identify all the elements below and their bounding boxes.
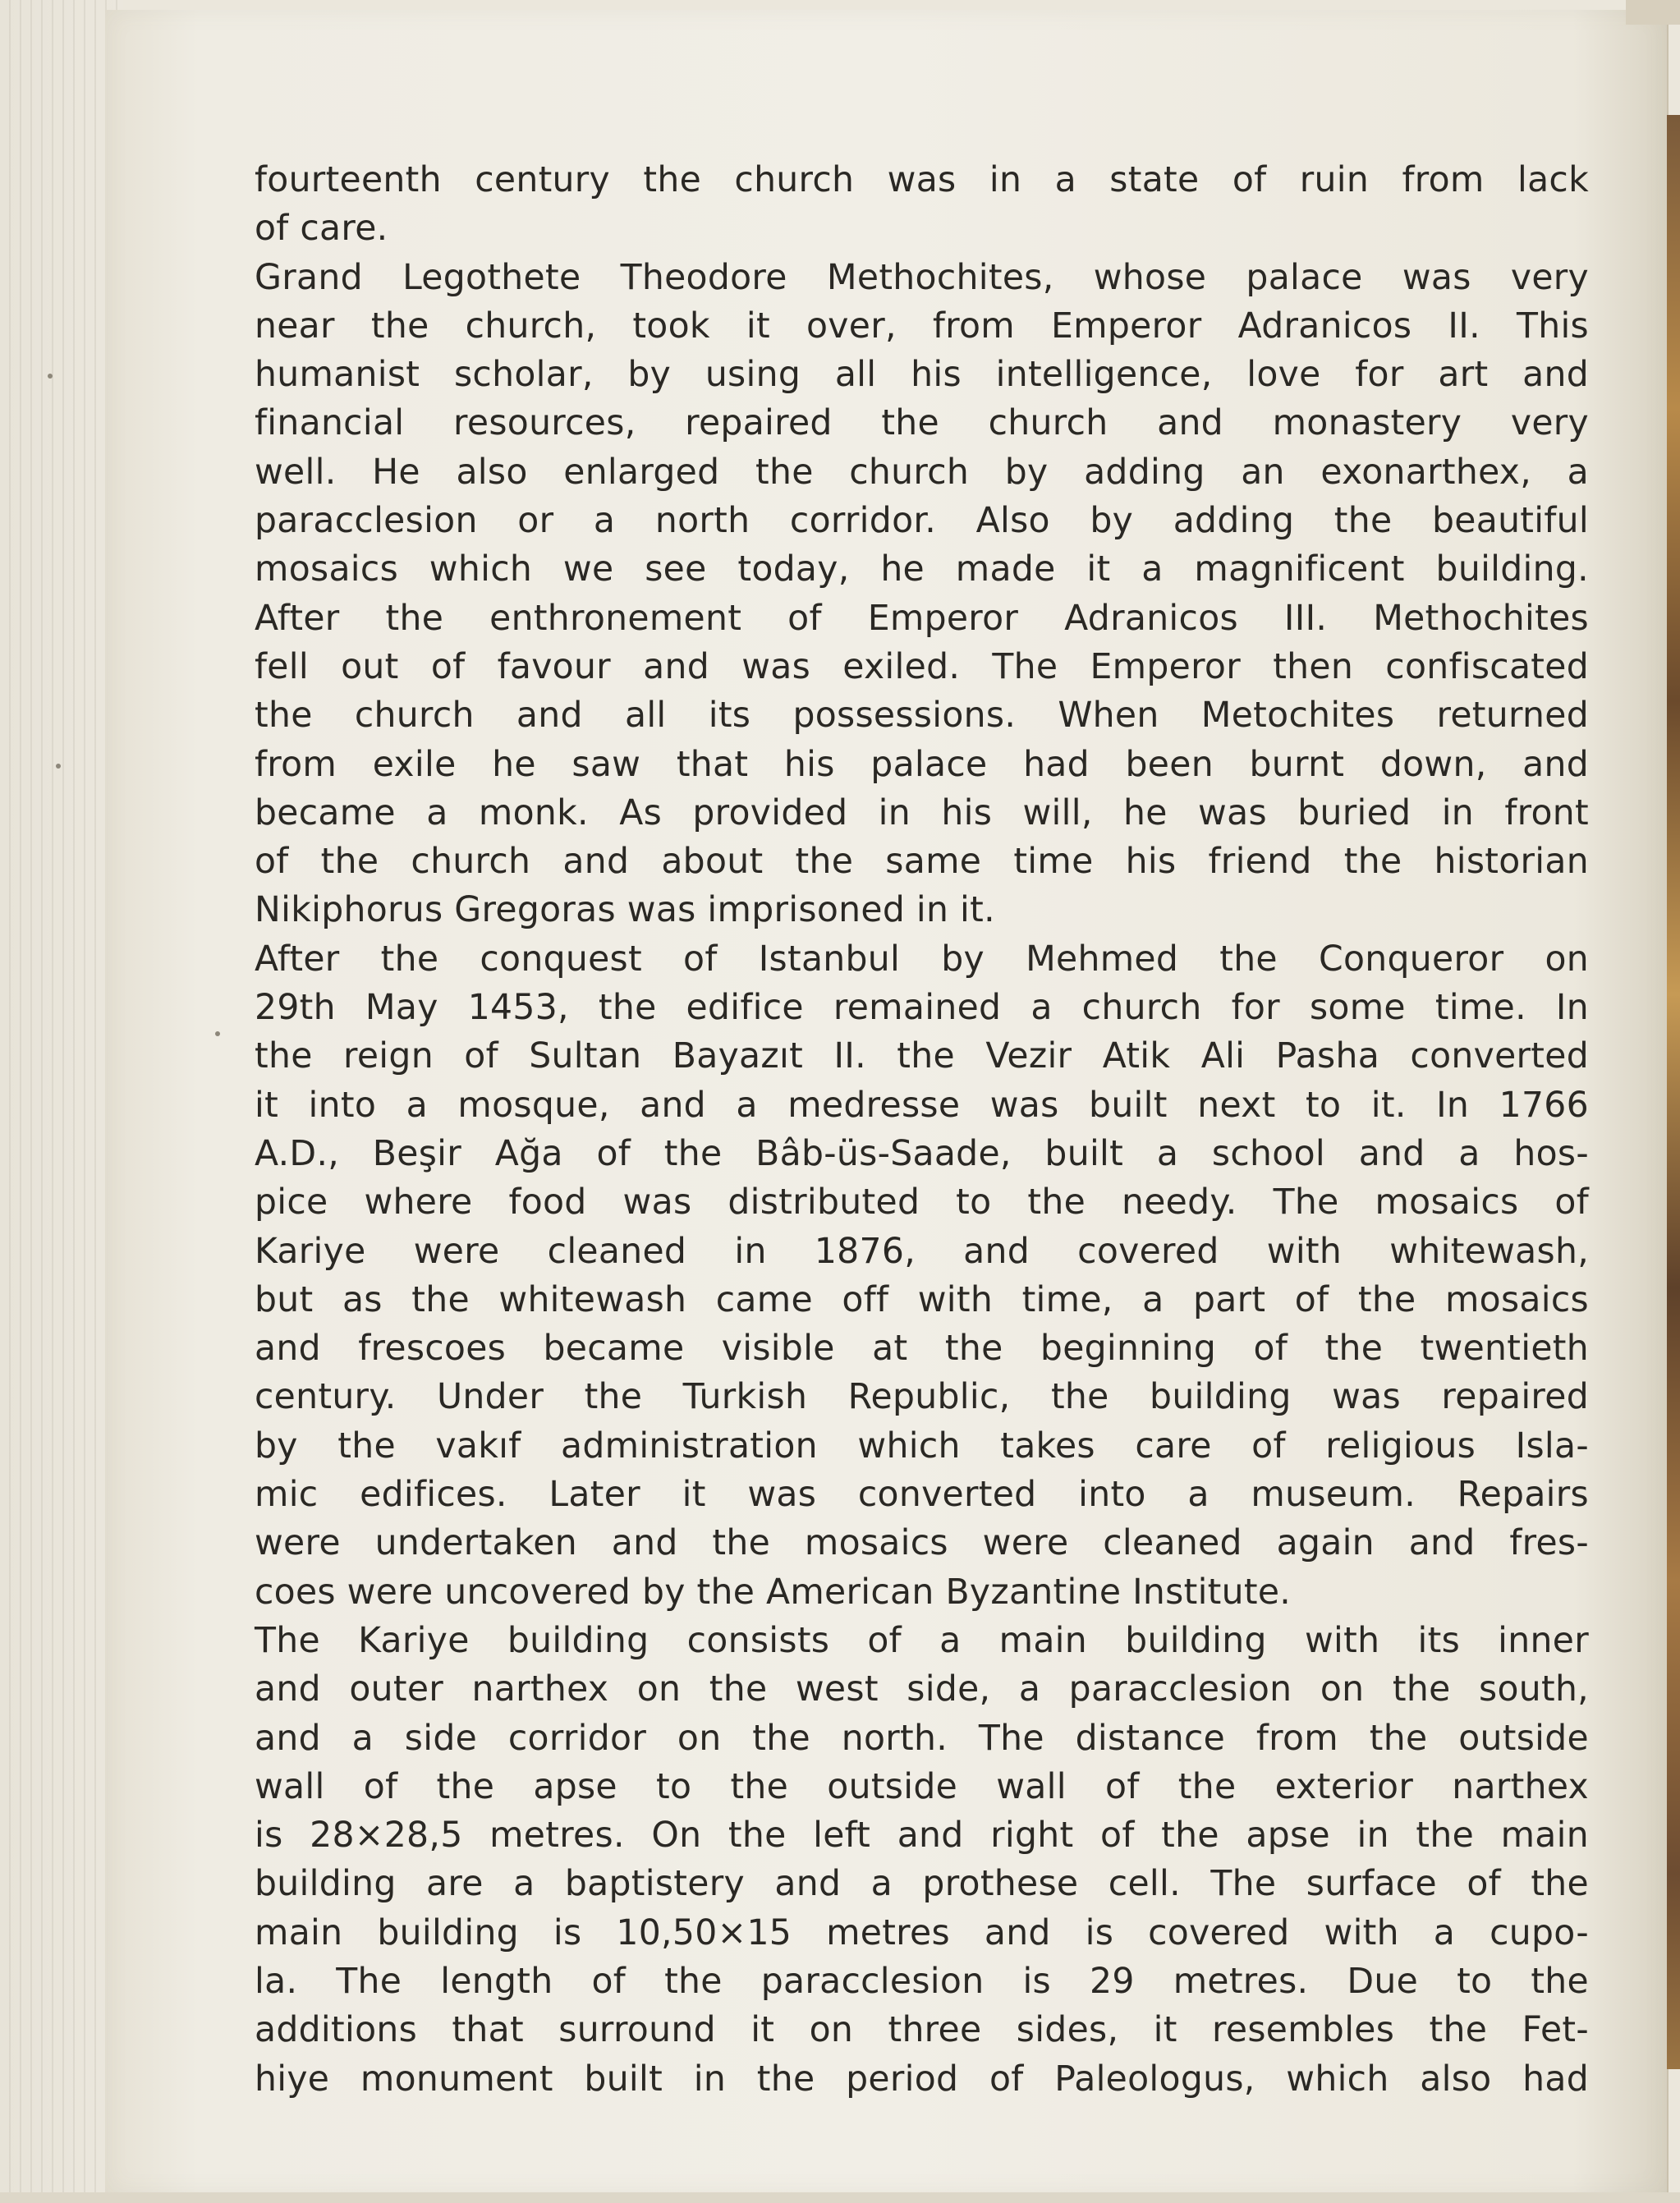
text-line: were undertaken and the mosaics were cleaned again and fres- — [255, 1523, 1589, 1564]
text-line: is 28×28,5 metres. On the left and right of the apse in the main — [255, 1815, 1589, 1856]
text-line: After the enthronement of Emperor Adranicos III. Methochites — [255, 598, 1589, 639]
text-line: coes were uncovered by the American Byzantine Institute. — [255, 1572, 1292, 1613]
text-line: from exile he saw that his palace had been burnt down, and — [255, 744, 1589, 785]
text-line: The Kariye building consists of a main building with its inner — [255, 1620, 1589, 1661]
text-line: near the church, took it over, from Emperor Adranicos II. This — [255, 305, 1589, 347]
text-line: became a monk. As provided in his will, he was buried in front — [255, 792, 1589, 833]
text-line: by the vakıf administration which takes care of religious Isla- — [255, 1425, 1589, 1466]
text-line: mic edifices. Later it was converted into a museum. Repairs — [255, 1475, 1589, 1516]
text-line: well. He also enlarged the church by adding an exonarthex, a — [255, 452, 1589, 493]
margin-speck — [48, 374, 53, 379]
text-line: and outer narthex on the west side, a paracclesion on the south, — [255, 1669, 1589, 1710]
text-line: fourteenth century the church was in a state of ruin from lack — [255, 160, 1589, 200]
text-line: 29th May 1453, the edifice remained a church for some time. In — [255, 988, 1589, 1029]
text-line: of the church and about the same time his friend the historian — [255, 842, 1589, 883]
text-line: the church and all its possessions. When Metochites returned — [255, 695, 1589, 737]
text-line: building are a baptistery and a prothese cell. The surface of the — [255, 1864, 1589, 1905]
text-line: wall of the apse to the outside wall of the exterior narthex — [255, 1766, 1589, 1807]
text-line: After the conquest of Istanbul by Mehmed the Conqueror on — [255, 939, 1589, 980]
text-line: hiye monument built in the period of Paleologus, which also had — [255, 2058, 1589, 2100]
text-line: paracclesion or a north corridor. Also by adding the beautiful — [255, 501, 1589, 542]
text-line: and a side corridor on the north. The distance from the outside — [255, 1718, 1589, 1759]
margin-speck — [215, 1031, 220, 1036]
text-line: Grand Legothete Theodore Methochites, whose palace was very — [255, 257, 1589, 298]
text-line: of care. — [255, 209, 388, 250]
text-line: A.D., Beşir Ağa of the Bâb-üs-Saade, built a school and a hos- — [255, 1133, 1589, 1174]
article-body-text — [255, 156, 1589, 2104]
margin-speck — [56, 764, 61, 769]
text-line: fell out of favour and was exiled. The Emperor then confiscated — [255, 646, 1589, 687]
text-line: Nikiphorus Gregoras was imprisoned in it. — [255, 890, 995, 931]
text-line: main building is 10,50×15 metres and is covered with a cupo- — [255, 1912, 1589, 1953]
text-line: pice where food was distributed to the needy. The mosaics of — [255, 1182, 1589, 1223]
text-line: mosaics which we see today, he made it a magnificent building. — [255, 549, 1589, 590]
text-line: century. Under the Turkish Republic, the building was repaired — [255, 1377, 1589, 1418]
corner-tab — [1626, 0, 1680, 25]
text-line: additions that surround it on three sides, it resembles the Fet- — [255, 2010, 1589, 2051]
text-line: it into a mosque, and a medresse was built next to it. In 1766 — [255, 1085, 1589, 1126]
text-line: but as the whitewash came off with time, a part of the mosaics — [255, 1279, 1589, 1320]
text-line: humanist scholar, by using all his intelligence, love for art and — [255, 355, 1589, 396]
text-line: financial resources, repaired the church and monastery very — [255, 403, 1589, 444]
text-line: la. The length of the paracclesion is 29 metres. Due to the — [255, 1961, 1589, 2002]
text-line: and frescoes became visible at the beginning of the twentieth — [255, 1329, 1589, 1370]
text-line: Kariye were cleaned in 1876, and covered with whitewash, — [255, 1231, 1589, 1272]
page-bottom-edge — [0, 2192, 1680, 2203]
facing-page-photo-edge — [1667, 115, 1680, 2069]
text-line: the reign of Sultan Bayazıt II. the Vezir Atik Ali Pasha converted — [255, 1036, 1589, 1077]
